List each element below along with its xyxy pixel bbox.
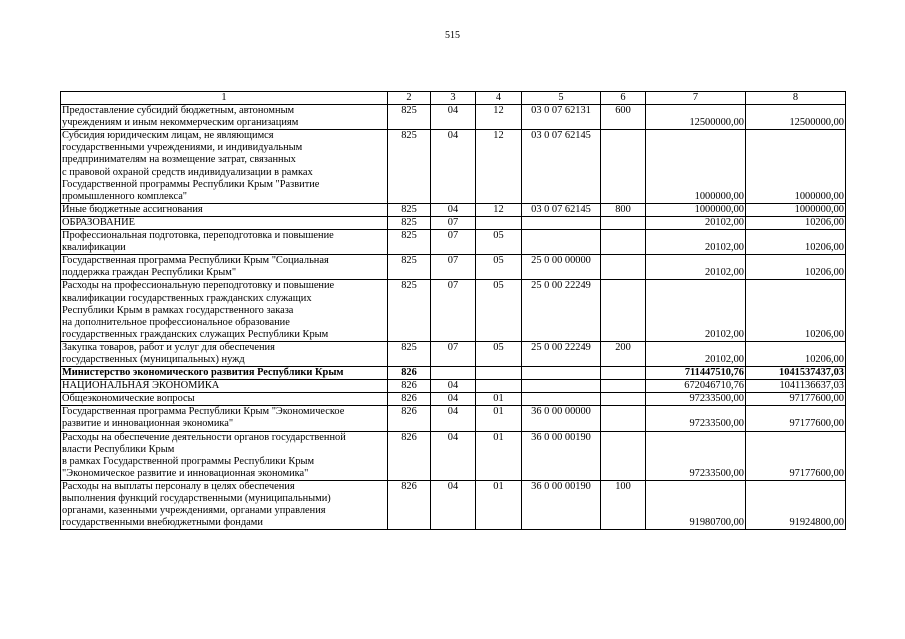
cell-section: 04 bbox=[431, 406, 476, 431]
cell-grbs: 826 bbox=[388, 480, 431, 529]
cell-sum-year1: 672046710,76 bbox=[646, 380, 746, 393]
table-row bbox=[61, 130, 846, 204]
header-cell-sum-year1: 7 bbox=[646, 92, 746, 105]
cell-section: 04 bbox=[431, 393, 476, 406]
table-row bbox=[61, 230, 846, 255]
table-row bbox=[61, 406, 846, 431]
cell-expense-type: 200 bbox=[601, 341, 646, 366]
cell-subsection: 05 bbox=[476, 230, 522, 255]
cell-target-article: 25 0 00 22249 bbox=[522, 341, 601, 366]
cell-expense-type bbox=[601, 130, 646, 204]
cell-name: Предоставление субсидий бюджетным, автономным учреждениям и иным некоммерческим организациям bbox=[61, 105, 388, 130]
cell-sum-year2: 1041537437,03 bbox=[746, 367, 846, 380]
cell-sum-year2: 10206,00 bbox=[746, 230, 846, 255]
page-number: 515 bbox=[445, 30, 460, 41]
cell-expense-type bbox=[601, 255, 646, 280]
cell-sum-year1: 20102,00 bbox=[646, 230, 746, 255]
cell-name: Государственная программа Республики Крым "Социальная поддержка граждан Республики Крым" bbox=[61, 255, 388, 280]
cell-expense-type bbox=[601, 367, 646, 380]
cell-grbs: 826 bbox=[388, 431, 431, 480]
cell-grbs: 825 bbox=[388, 203, 431, 216]
cell-sum-year1: 20102,00 bbox=[646, 255, 746, 280]
cell-expense-type bbox=[601, 280, 646, 341]
cell-sum-year1: 91980700,00 bbox=[646, 480, 746, 529]
cell-subsection: 12 bbox=[476, 130, 522, 204]
cell-name: Расходы на выплаты персоналу в целях обеспечения выполнения функций государственными (муниципальными) органами, казенными учреждениями, органами управления государственными внебюджетными фондами bbox=[61, 480, 388, 529]
cell-name: Расходы на профессиональную переподготовку и повышение квалификации государственных гражданских служащих Республики Крым в рамках государственного заказа на дополнительное профессиональное образование государственных гражданских служащих Республики Крым bbox=[61, 280, 388, 341]
cell-name: НАЦИОНАЛЬНАЯ ЭКОНОМИКА bbox=[61, 380, 388, 393]
cell-subsection: 12 bbox=[476, 105, 522, 130]
cell-grbs: 825 bbox=[388, 130, 431, 204]
cell-target-article: 36 0 00 00000 bbox=[522, 406, 601, 431]
cell-sum-year1: 1000000,00 bbox=[646, 130, 746, 204]
cell-section: 07 bbox=[431, 230, 476, 255]
cell-sum-year2: 12500000,00 bbox=[746, 105, 846, 130]
table-row bbox=[61, 380, 846, 393]
cell-subsection: 05 bbox=[476, 255, 522, 280]
cell-expense-type: 800 bbox=[601, 203, 646, 216]
cell-sum-year1: 97233500,00 bbox=[646, 393, 746, 406]
cell-name: Профессиональная подготовка, переподготовка и повышение квалификации bbox=[61, 230, 388, 255]
cell-section bbox=[431, 367, 476, 380]
cell-sum-year1: 12500000,00 bbox=[646, 105, 746, 130]
cell-grbs: 826 bbox=[388, 393, 431, 406]
table-row bbox=[61, 203, 846, 216]
cell-name: Закупка товаров, работ и услуг для обеспечения государственных (муниципальных) нужд bbox=[61, 341, 388, 366]
table-row bbox=[61, 105, 846, 130]
cell-sum-year2: 10206,00 bbox=[746, 341, 846, 366]
cell-expense-type: 600 bbox=[601, 105, 646, 130]
header-cell-sum-year2: 8 bbox=[746, 92, 846, 105]
cell-sum-year2: 97177600,00 bbox=[746, 406, 846, 431]
cell-target-article bbox=[522, 216, 601, 229]
header-cell-grbs: 2 bbox=[388, 92, 431, 105]
table-row bbox=[61, 280, 846, 341]
cell-sum-year1: 1000000,00 bbox=[646, 203, 746, 216]
cell-target-article bbox=[522, 393, 601, 406]
header-cell-expense-type: 6 bbox=[601, 92, 646, 105]
cell-name: Расходы на обеспечение деятельности органов государственной власти Республики Крым в рамках Государственной программы Республики Крым "Экономическое развитие и инновационная экономика" bbox=[61, 431, 388, 480]
cell-target-article bbox=[522, 367, 601, 380]
cell-section: 04 bbox=[431, 431, 476, 480]
cell-section: 07 bbox=[431, 255, 476, 280]
cell-target-article bbox=[522, 230, 601, 255]
cell-target-article: 03 0 07 62145 bbox=[522, 130, 601, 204]
cell-expense-type bbox=[601, 431, 646, 480]
cell-subsection: 01 bbox=[476, 431, 522, 480]
header-cell-section: 3 bbox=[431, 92, 476, 105]
cell-subsection: 05 bbox=[476, 341, 522, 366]
cell-section: 04 bbox=[431, 480, 476, 529]
budget-table-body bbox=[61, 92, 846, 530]
cell-subsection: 05 bbox=[476, 280, 522, 341]
cell-expense-type bbox=[601, 230, 646, 255]
table-row bbox=[61, 480, 846, 529]
cell-grbs: 825 bbox=[388, 341, 431, 366]
cell-grbs: 826 bbox=[388, 406, 431, 431]
cell-target-article: 25 0 00 00000 bbox=[522, 255, 601, 280]
cell-sum-year2: 97177600,00 bbox=[746, 393, 846, 406]
cell-sum-year2: 1000000,00 bbox=[746, 203, 846, 216]
cell-sum-year2: 10206,00 bbox=[746, 216, 846, 229]
cell-subsection: 01 bbox=[476, 393, 522, 406]
cell-section: 04 bbox=[431, 105, 476, 130]
cell-name: ОБРАЗОВАНИЕ bbox=[61, 216, 388, 229]
cell-name: Субсидия юридическим лицам, не являющимся государственными учреждениями, и индивидуальным предпринимателям на возмещение затрат, связанных с правовой охраной средств индивидуализации в рамках Государственной программы Республики Крым "Развитие промышленного комплекса" bbox=[61, 130, 388, 204]
cell-subsection bbox=[476, 380, 522, 393]
cell-section: 04 bbox=[431, 203, 476, 216]
cell-name: Государственная программа Республики Крым "Экономическое развитие и инновационная экономика" bbox=[61, 406, 388, 431]
header-cell-target-article: 5 bbox=[522, 92, 601, 105]
table-row bbox=[61, 431, 846, 480]
cell-sum-year1: 20102,00 bbox=[646, 280, 746, 341]
cell-sum-year1: 20102,00 bbox=[646, 216, 746, 229]
cell-section: 07 bbox=[431, 341, 476, 366]
cell-target-article: 25 0 00 22249 bbox=[522, 280, 601, 341]
cell-target-article: 36 0 00 00190 bbox=[522, 431, 601, 480]
cell-sum-year2: 97177600,00 bbox=[746, 431, 846, 480]
cell-sum-year1: 20102,00 bbox=[646, 341, 746, 366]
cell-subsection: 01 bbox=[476, 406, 522, 431]
cell-expense-type bbox=[601, 406, 646, 431]
cell-target-article: 36 0 00 00190 bbox=[522, 480, 601, 529]
cell-sum-year1: 97233500,00 bbox=[646, 431, 746, 480]
table-header-row bbox=[61, 92, 846, 105]
cell-grbs: 825 bbox=[388, 255, 431, 280]
cell-sum-year2: 91924800,00 bbox=[746, 480, 846, 529]
cell-expense-type bbox=[601, 380, 646, 393]
cell-sum-year2: 10206,00 bbox=[746, 280, 846, 341]
cell-grbs: 825 bbox=[388, 230, 431, 255]
cell-name: Иные бюджетные ассигнования bbox=[61, 203, 388, 216]
cell-sum-year2: 10206,00 bbox=[746, 255, 846, 280]
cell-name: Общеэкономические вопросы bbox=[61, 393, 388, 406]
cell-grbs: 825 bbox=[388, 105, 431, 130]
cell-subsection: 12 bbox=[476, 203, 522, 216]
cell-subsection bbox=[476, 367, 522, 380]
cell-section: 04 bbox=[431, 130, 476, 204]
cell-name: Министерство экономического развития Республики Крым bbox=[61, 367, 388, 380]
cell-subsection: 01 bbox=[476, 480, 522, 529]
cell-grbs: 826 bbox=[388, 367, 431, 380]
table-row bbox=[61, 367, 846, 380]
cell-sum-year1: 97233500,00 bbox=[646, 406, 746, 431]
cell-section: 07 bbox=[431, 216, 476, 229]
cell-target-article: 03 0 07 62131 bbox=[522, 105, 601, 130]
cell-section: 04 bbox=[431, 380, 476, 393]
cell-grbs: 825 bbox=[388, 280, 431, 341]
header-cell-name: 1 bbox=[61, 92, 388, 105]
cell-grbs: 826 bbox=[388, 380, 431, 393]
table-row bbox=[61, 216, 846, 229]
cell-expense-type: 100 bbox=[601, 480, 646, 529]
cell-grbs: 825 bbox=[388, 216, 431, 229]
cell-sum-year1: 711447510,76 bbox=[646, 367, 746, 380]
cell-target-article bbox=[522, 380, 601, 393]
cell-section: 07 bbox=[431, 280, 476, 341]
table-row bbox=[61, 341, 846, 366]
cell-sum-year2: 1041136637,03 bbox=[746, 380, 846, 393]
table-row bbox=[61, 393, 846, 406]
cell-expense-type bbox=[601, 216, 646, 229]
cell-expense-type bbox=[601, 393, 646, 406]
header-cell-subsection: 4 bbox=[476, 92, 522, 105]
cell-subsection bbox=[476, 216, 522, 229]
budget-table bbox=[60, 91, 846, 530]
table-row bbox=[61, 255, 846, 280]
cell-sum-year2: 1000000,00 bbox=[746, 130, 846, 204]
cell-target-article: 03 0 07 62145 bbox=[522, 203, 601, 216]
